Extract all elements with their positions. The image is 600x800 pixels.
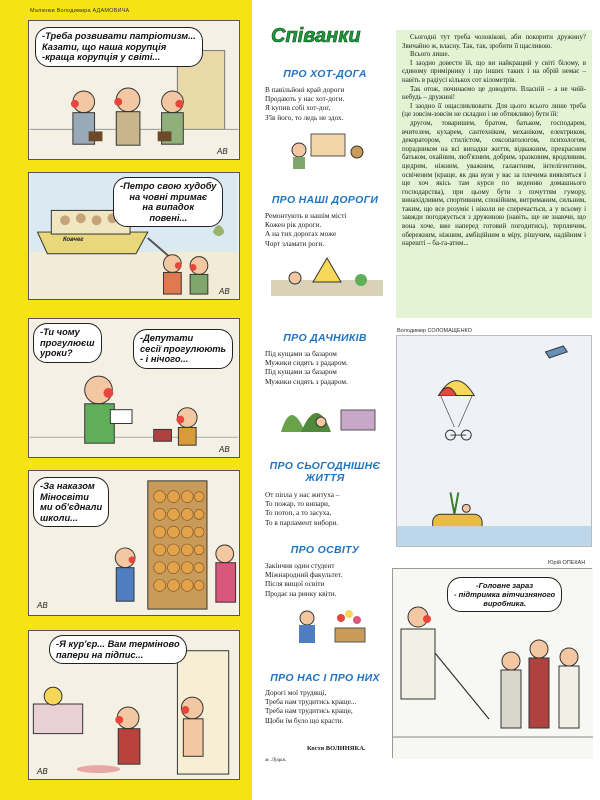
speech-bubble: -Я кур'єр... Вам терміново папери на підпис... — [49, 635, 187, 664]
boat-name: Ковчег — [63, 237, 84, 243]
cartoon-panel-schools — [28, 470, 240, 616]
dacha-illustration — [271, 392, 383, 434]
cartoon-panel-corruption — [28, 20, 240, 160]
artist-signature: АВ — [37, 601, 48, 610]
artist-signature: АВ — [219, 287, 230, 296]
poem-title: ПРО СЬОГОДНІШНЄ ЖИТТЯ — [269, 460, 381, 484]
poem-text: От піпла у нас житуха – То пожар, то випари, То потоп, а то засуха, То в парламент вибори. — [265, 490, 340, 527]
poem-title: ПРО НАС І ПРО НИХ — [270, 672, 380, 684]
poem-text: Під кущами за базаром Мужики сидять з радаром. Під кущами за базаром Мужики сидять з радаром. — [265, 349, 348, 386]
svg-text:Співанки: Співанки — [271, 25, 361, 47]
artist-signature: АВ — [217, 147, 228, 156]
poem-text: Закінчив один студент Міжнародний факультет. Після вищої освіти Продає на ринку квіти. — [265, 561, 343, 598]
speech-bubble: -Петро свою худобу на човні тримає на випадок повені... — [113, 177, 223, 227]
poem-text: Ремонтують в нашім місті Кожен рік дороги. А на тих дорогах може Чорт зламати роги. — [265, 211, 347, 248]
speech-bubble: -Депутати сесії прогулюють - і нічого... — [133, 329, 233, 369]
cartoon-panel-courier — [28, 630, 240, 780]
speech-bubble: -Ти чому прогулюєш уроки? — [33, 323, 102, 363]
flowers-illustration — [271, 604, 383, 646]
article-text: Сьогодні тут треба чоловіковi, аби покорити дружину? Звичайно ж, власну. Так, так, зробити її щасливою. Всього лише. І заодно довести їй, що ви найкращий у світі білому, в єдиному примірнику і що інших таких і на обрій немає – навіть в радіусі кількох сот кілометрів. Так отож, починаємо це доводити. Власній – а не чиїй-небудь – дружині! І заодно її ощасливлювати. Для цього всього лише треба (це зовсім-зовсім не складно і не обтяжливо) бути їй: другом, товаришем, братом, батьком, господарем, вчителем, кухарем, сантехніком, механіком, електриком, декоратором, стилістом, сексопатологом, психологом, порадником на всі випадки життя, відважним, прекрасним батьком, охайним, люб'язним, добрим, зразковим, вродливим, щедрим, ніжним, уважним, галантним, інтелігентним, освіченим (краще, як два вузи у вас за плечима виявляться і ще хоч якісь там курси по веденню домашнього господарства), при цьому бути з почуттям гумору, винахідливим, спортивним, спокійним, витриманим, сильним, таким, що все розуміє і ніколи не сперечається, а у всьому і завжди погоджується з дружиною (навіть, ще не знаючи, що вона хоче, вже наперед готовий погодитись), терплячим, обережним, ніжним, амбіційним в міру, рішучим, надійним і нарешті – ба-га-атим... — [396, 30, 592, 318]
poems-place: м. Луцьк. — [265, 757, 287, 763]
parachute-cartoon — [396, 335, 592, 547]
speech-bubble: -За наказом Міносвіти ми об'єднали школи... — [33, 477, 109, 527]
artist-signature: АВ — [37, 767, 48, 776]
artist-credit: Юрій ОПЕКАН — [548, 560, 586, 566]
cartoon-panel-truant — [28, 318, 240, 458]
poems-column — [257, 20, 393, 763]
poem-title: ПРО ХОТ-ДОГА — [283, 68, 367, 80]
cartoon-strip — [0, 0, 252, 800]
poem-text: В павільйоні край дороги Продають у нас хот-доги. Я купив собі хот-дог, З'їв його, то ледь не здох. — [265, 85, 345, 122]
support-producer-cartoon — [392, 568, 592, 758]
cartoon-credit: Малюнки Володимира АДАМОВИЧА — [30, 8, 130, 14]
cartoon-panel-boat — [28, 172, 240, 300]
poem-title: ПРО ОСВІТУ — [290, 544, 360, 556]
poems-author: Костя ВОЛИНЯКА. — [307, 745, 366, 752]
poem-title: ПРО ДАЧНИКІВ — [283, 332, 367, 344]
artist-credit: Володимир СОЛОМАЩЕНКО — [397, 328, 472, 334]
speech-bubble: -Треба розвивати патріотизм... Казати, що наша корупція -краща корупція у світі... — [35, 27, 203, 67]
hotdog-illustration — [271, 128, 383, 170]
poem-text: Дорогі мої трудящі, Треба нам трудитись краще... Треба нам трудитись краще, Щоби їм було що красти. — [265, 688, 357, 725]
artist-signature: АВ — [219, 445, 230, 454]
poems-title — [267, 20, 377, 48]
poem-title: ПРО НАШІ ДОРОГИ — [271, 194, 379, 206]
speech-bubble: -Головне зараз - підтримка вітчизняного виробника. — [447, 577, 562, 612]
road-illustration — [271, 254, 383, 296]
